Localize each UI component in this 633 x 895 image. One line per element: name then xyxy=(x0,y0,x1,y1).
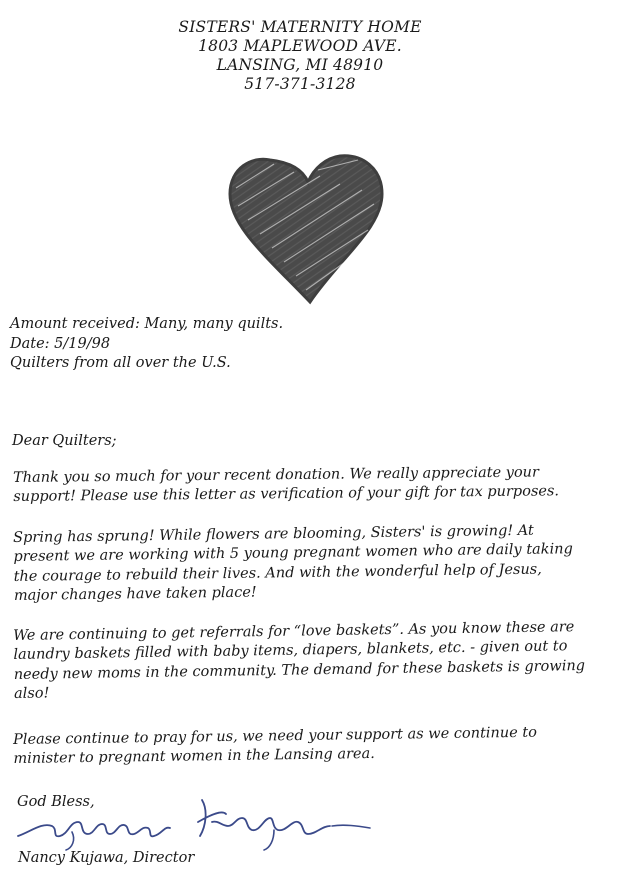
paragraph-thanks xyxy=(13,463,613,508)
receipt-date: Date: 5/19/98 xyxy=(10,335,111,352)
paragraph-love-baskets xyxy=(13,618,614,705)
amount-received: Amount received: Many, many quilts. xyxy=(10,316,284,332)
phone-number: 517-371-3128 xyxy=(244,75,356,93)
paragraph-line: support! Please use this letter as verification of your gift for tax purposes. xyxy=(13,483,560,506)
paragraph-spring xyxy=(13,521,614,607)
organization-name: SISTERS' MATERNITY HOME xyxy=(178,18,422,36)
paragraph-line: also! xyxy=(13,685,50,702)
paragraph-prayer xyxy=(13,723,613,770)
closing: God Bless, xyxy=(17,794,95,810)
paragraph-line: laundry baskets filled with baby items, diapers, blankets, etc. - given out to xyxy=(13,638,568,664)
donor-line: Quilters from all over the U.S. xyxy=(10,355,231,371)
paragraph-line: major changes have taken place! xyxy=(13,584,257,604)
signer-name: Nancy Kujawa, Director xyxy=(18,850,195,866)
paragraph-line: We are continuing to get referrals for “love baskets”. As you know these are xyxy=(13,619,575,644)
paragraph-line: the courage to rebuild their lives. And with the wonderful help of Jesus, xyxy=(13,561,542,585)
paragraph-line: Please continue to pray for us, we need your support as we continue to xyxy=(13,724,538,748)
paragraph-line: Spring has sprung! While flowers are blooming, Sisters' is growing! At xyxy=(13,522,534,546)
letterhead xyxy=(0,18,600,94)
salutation: Dear Quilters; xyxy=(12,433,117,449)
paragraph-line: needy new moms in the community. The demand for these baskets is growing xyxy=(13,657,586,683)
city-state-zip: LANSING, MI 48910 xyxy=(216,56,384,74)
paragraph-line: Thank you so much for your recent donation. We really appreciate your xyxy=(13,464,540,486)
street-address: 1803 MAPLEWOOD AVE. xyxy=(198,37,402,55)
paragraph-line: present we are working with 5 young pregnant women who are daily taking xyxy=(13,541,573,566)
handwritten-signature xyxy=(12,792,382,852)
paragraph-line: minister to pregnant women in the Lansing area. xyxy=(13,746,375,768)
heart-icon xyxy=(222,146,392,306)
receipt-details xyxy=(10,315,283,374)
